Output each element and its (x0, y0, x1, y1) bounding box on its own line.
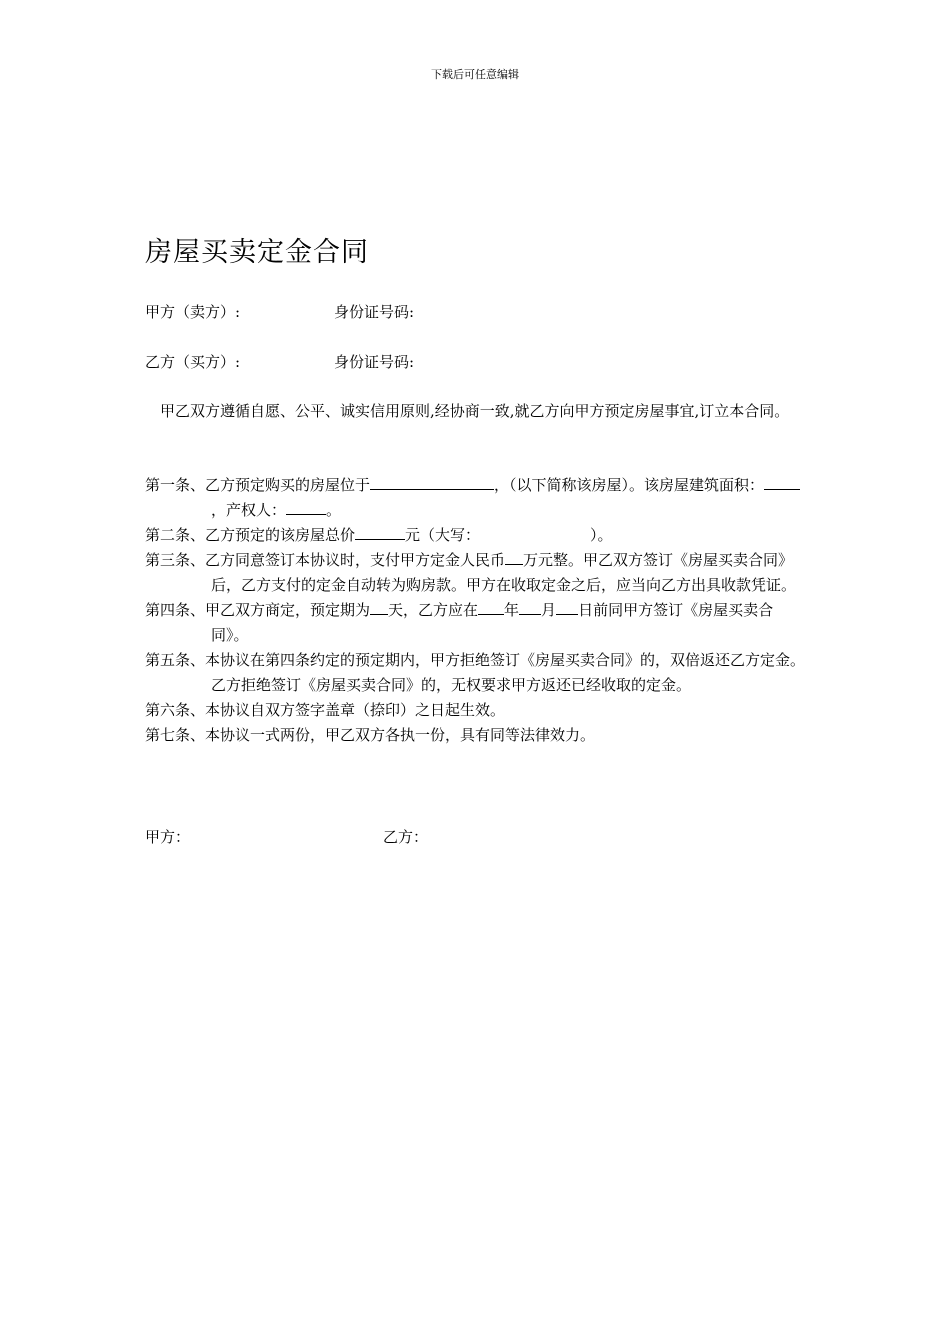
intro-paragraph (145, 399, 809, 424)
header-note: 下载后可任意编辑 (431, 68, 519, 81)
article-4-text-2: 天，乙方应在 (388, 601, 479, 619)
intro-text: 甲乙双方遵循自愿、公平、诚实信用原则,经协商一致,就乙方向甲方预定房屋事宜,订立本合同。 (160, 402, 790, 420)
article-2-end: ）。 (590, 526, 613, 544)
address-blank (370, 475, 494, 490)
document-title: 房屋买卖定金合同 (145, 237, 369, 268)
article-7: 第七条、本协议一式两份，甲乙双方各执一份，具有同等法律效力。 (145, 726, 596, 744)
party-a-signature: 甲方： (145, 828, 191, 846)
month-blank (519, 600, 541, 615)
article-6: 第六条、本协议自双方签字盖章（捺印）之日起生效。 (145, 701, 506, 719)
article-1-text: 第一条、乙方预定购买的房屋位于 (145, 476, 371, 494)
article-1 (145, 473, 809, 523)
price-blank (355, 525, 405, 540)
party-a-label: 甲方（卖方）: (145, 303, 241, 321)
signature-line (145, 826, 428, 847)
article-2-text: 第二条、乙方预定的该房屋总价 (145, 526, 356, 544)
article-4 (145, 598, 809, 648)
owner-blank (286, 500, 326, 515)
day-blank (556, 600, 578, 615)
article-list (145, 473, 809, 748)
party-b-line (145, 351, 414, 372)
area-blank (764, 475, 800, 490)
deposit-blank (505, 550, 523, 565)
article-4-year: 年 (504, 601, 520, 619)
article-3-text: 第三条、乙方同意签订本协议时，支付甲方定金人民币 (145, 551, 506, 569)
year-blank (478, 600, 504, 615)
article-1-text-3: ，产权人： (211, 501, 287, 519)
article-2-text-2: 元（大写： (405, 526, 481, 544)
article-1-text-2: ，（以下简称该房屋）。该房屋建筑面积： (494, 476, 765, 494)
days-blank (370, 600, 388, 615)
article-1-end: 。 (326, 501, 342, 519)
party-b-id-label: 身份证号码: (334, 353, 415, 371)
article-4-text: 第四条、甲乙双方商定，预定期为 (145, 601, 371, 619)
party-a-line (145, 301, 414, 322)
party-b-signature: 乙方： (383, 828, 429, 846)
article-4-month: 月 (541, 601, 557, 619)
article-4-end: 日前同甲方签订《房屋买卖合同》。 (211, 601, 774, 644)
article-3-text-2: 万元整。甲乙双方签订《房屋买卖合同》后，乙方支付的定金自动转为购房款。甲方在收取定金之后，应当向乙方出具收款凭证。 (211, 551, 797, 594)
party-b-label: 乙方（买方）: (145, 353, 241, 371)
article-5: 第五条、本协议在第四条约定的预定期内，甲方拒绝签订《房屋买卖合同》的，双倍返还乙方定金。乙方拒绝签订《房屋买卖合同》的，无权要求甲方返还已经收取的定金。 (145, 651, 806, 694)
article-2 (145, 523, 809, 548)
article-3 (145, 548, 809, 598)
party-a-id-label: 身份证号码: (334, 303, 415, 321)
